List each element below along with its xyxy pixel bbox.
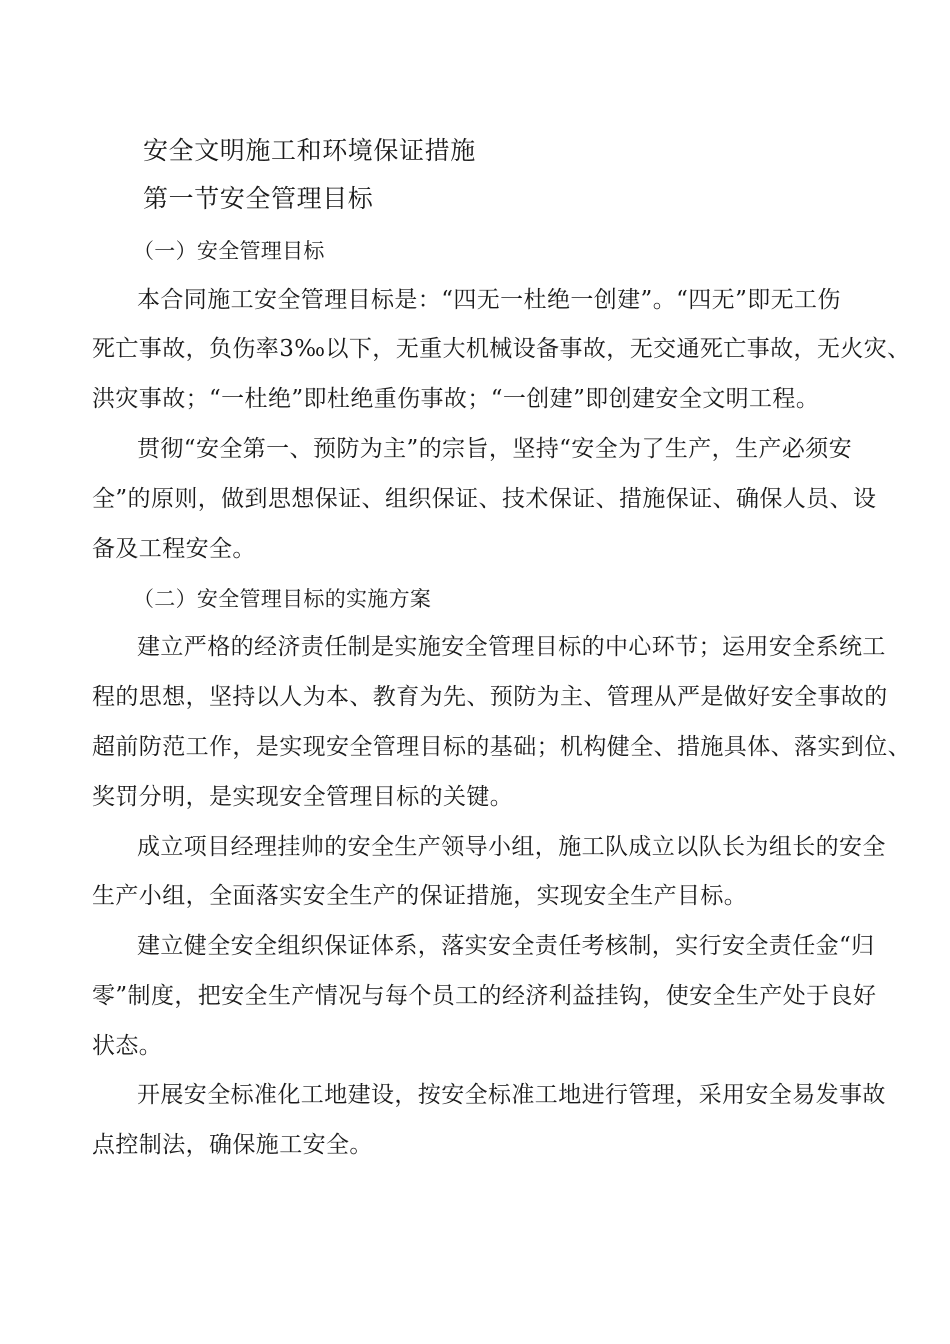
subsection-heading-2: （二）安全管理目标的实施方案 <box>133 587 432 611</box>
paragraph-line: 死亡事故，负伤率3‰以下，无重大机械设备事故，无交通死亡事故，无火灾、 <box>92 336 911 362</box>
paragraph-line: 程的思想，坚持以人为本、教育为先、预防为主、管理从严是做好安全事故的 <box>92 684 888 710</box>
subsection-heading-1: （一）安全管理目标 <box>133 239 325 263</box>
paragraph-line: 备及工程安全。 <box>92 536 256 562</box>
paragraph-line: 成立项目经理挂帅的安全生产领导小组，施工队成立以队长为组长的安全 <box>137 834 886 860</box>
paragraph-line: 状态。 <box>92 1033 163 1059</box>
paragraph-line: 建立严格的经济责任制是实施安全管理目标的中心环节；运用安全系统工 <box>137 634 886 660</box>
paragraph-line: 全”的原则，做到思想保证、组织保证、技术保证、措施保证、确保人员、设 <box>92 486 877 512</box>
paragraph-line: 点控制法，确保施工安全。 <box>92 1132 373 1158</box>
paragraph-line: 建立健全安全组织保证体系，落实安全责任考核制，实行安全责任金“归 <box>137 933 875 959</box>
document-title: 安全文明施工和环境保证措施 <box>143 136 476 165</box>
section-title: 第一节安全管理目标 <box>143 184 374 213</box>
paragraph-line: 奖罚分明，是实现安全管理目标的关键。 <box>92 784 514 810</box>
paragraph-line: 本合同施工安全管理目标是：“四无一杜绝一创建”。“四无”即无工伤 <box>137 287 841 313</box>
paragraph-line: 超前防范工作，是实现安全管理目标的基础；机构健全、措施具体、落实到位、 <box>92 734 911 760</box>
paragraph-line: 生产小组，全面落实安全生产的保证措施，实现安全生产目标。 <box>92 883 748 909</box>
paragraph-line: 开展安全标准化工地建设，按安全标准工地进行管理，采用安全易发事故 <box>137 1082 886 1108</box>
paragraph-line: 零”制度，把安全生产情况与每个员工的经济利益挂钩，使安全生产处于良好 <box>92 983 877 1009</box>
paragraph-line: 贯彻“安全第一、预防为主”的宗旨，坚持“安全为了生产，生产必须安 <box>137 436 853 462</box>
paragraph-line: 洪灾事故；“一杜绝”即杜绝重伤事故；“一创建”即创建安全文明工程。 <box>92 386 820 412</box>
